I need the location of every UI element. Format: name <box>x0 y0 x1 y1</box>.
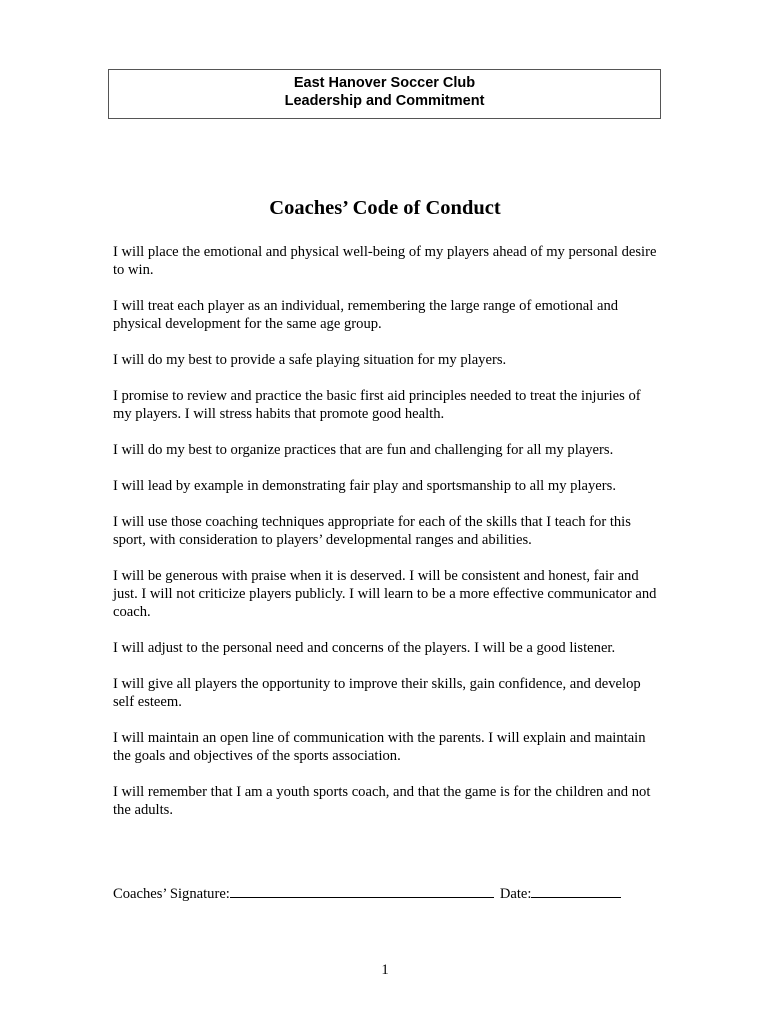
conduct-paragraph: I will maintain an open line of communication with the parents. I will explain and maintain the goals and objectives of the sports association. <box>113 730 646 764</box>
signature-field[interactable] <box>230 885 494 898</box>
conduct-paragraph: I will do my best to provide a safe playing situation for my players. <box>113 352 507 368</box>
conduct-paragraph: I will use those coaching techniques appropriate for each of the skills that I teach for this sport, with consideration to players’ developmental ranges and abilities. <box>113 514 631 548</box>
signature-row <box>113 885 621 903</box>
signature-label: Coaches’ Signature: <box>113 886 230 902</box>
date-label: Date: <box>499 886 532 902</box>
conduct-paragraph: I promise to review and practice the basic first aid principles needed to treat the injuries of my players. I will stress habits that promote good health. <box>113 388 641 422</box>
document-title: Coaches’ Code of Conduct <box>269 197 501 219</box>
conduct-paragraph: I will be generous with praise when it is deserved. I will be consistent and honest, fair and just. I will not criticize players publicly. I will learn to be a more effective communicator and coach. <box>113 568 657 620</box>
conduct-paragraph: I will remember that I am a youth sports coach, and that the game is for the children and not the adults. <box>113 784 651 818</box>
club-name: East Hanover Soccer Club <box>293 75 476 91</box>
conduct-paragraph: I will adjust to the personal need and concerns of the players. I will be a good listener. <box>113 640 616 656</box>
conduct-paragraph: I will do my best to organize practices that are fun and challenging for all my players. <box>113 442 614 458</box>
conduct-paragraph: I will give all players the opportunity to improve their skills, gain confidence, and develop self esteem. <box>113 676 641 710</box>
conduct-paragraph: I will lead by example in demonstrating fair play and sportsmanship to all my players. <box>113 478 616 494</box>
header-subtitle: Leadership and Commitment <box>284 93 485 109</box>
conduct-paragraph: I will treat each player as an individual, remembering the large range of emotional and physical development for the same age group. <box>113 298 619 332</box>
date-field[interactable] <box>531 885 621 898</box>
page-number: 1 <box>381 962 389 978</box>
conduct-paragraph: I will place the emotional and physical well-being of my players ahead of my personal desire to win. <box>113 244 657 278</box>
code-of-conduct-body <box>113 243 658 837</box>
header-box <box>108 69 661 119</box>
